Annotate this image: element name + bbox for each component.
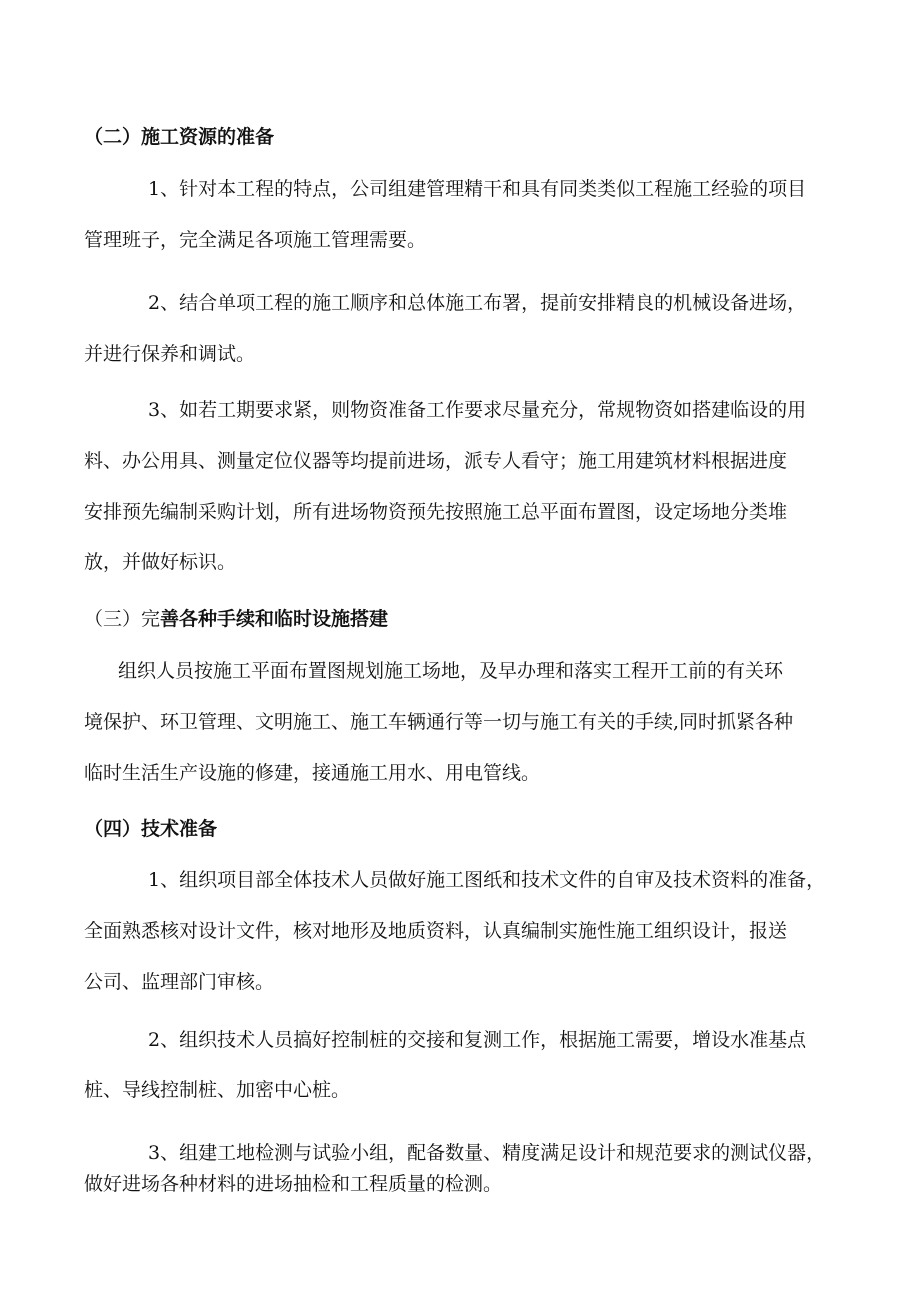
paragraph-line: 临时生活生产设施的修建，接通施工用水、用电管线。 [84, 762, 541, 784]
paragraph-line: 桩、导线控制桩、加密中心桩。 [84, 1079, 351, 1101]
paragraph-line: 3、组建工地检测与试验小组，配备数量、精度满足设计和规范要求的测试仪器， [148, 1142, 826, 1164]
paragraph-line: 境保护、环卫管理、文明施工、施工车辆通行等一切与施工有关的手续,同时抓紧各种 [84, 711, 794, 733]
heading-rest: 善各种手续和临时设施搭建 [160, 608, 389, 630]
paragraph-line: 料、办公用具、测量定位仪器等均提前进场，派专人看守；施工用建筑材料根据进度 [84, 450, 788, 472]
paragraph-line: 全面熟悉核对设计文件，核对地形及地质资料，认真编制实施性施工组织设计，报送 [84, 920, 788, 942]
paragraph-line: 安排预先编制采购计划，所有进场物资预先按照施工总平面布置图，设定场地分类堆 [84, 501, 788, 523]
paragraph-line: 放，并做好标识。 [84, 551, 237, 573]
heading-prefix: （三）完 [84, 608, 161, 630]
paragraph-line: 2、组织技术人员搞好控制桩的交接和复测工作，根据施工需要，增设水准基点 [148, 1029, 807, 1051]
paragraph-line: 做好进场各种材料的进场抽检和工程质量的检测。 [84, 1173, 503, 1195]
paragraph-line: 管理班子，完全满足各项施工管理需要。 [84, 229, 427, 251]
section-heading-technical: （四）技术准备 [84, 818, 218, 840]
paragraph-line: 3、如若工期要求紧，则物资准备工作要求尽量充分，常规物资如搭建临设的用 [148, 399, 807, 421]
section-heading-procedures [84, 606, 388, 632]
paragraph-line: 2、结合单项工程的施工顺序和总体施工布署，提前安排精良的机械设备进场， [148, 292, 807, 314]
paragraph-line: 公司、监理部门审核。 [84, 971, 275, 993]
paragraph-line: 1、针对本工程的特点，公司组建管理精干和具有同类类似工程施工经验的项目 [148, 178, 807, 200]
paragraph-line: 1、组织项目部全体技术人员做好施工图纸和技术文件的自审及技术资料的准备， [148, 869, 826, 891]
section-heading-resources: （二）施工资源的准备 [84, 126, 275, 148]
paragraph-line: 并进行保养和调试。 [84, 343, 256, 365]
paragraph-line: 组织人员按施工平面布置图规划施工场地，及早办理和落实工程开工前的有关环 [118, 660, 784, 682]
